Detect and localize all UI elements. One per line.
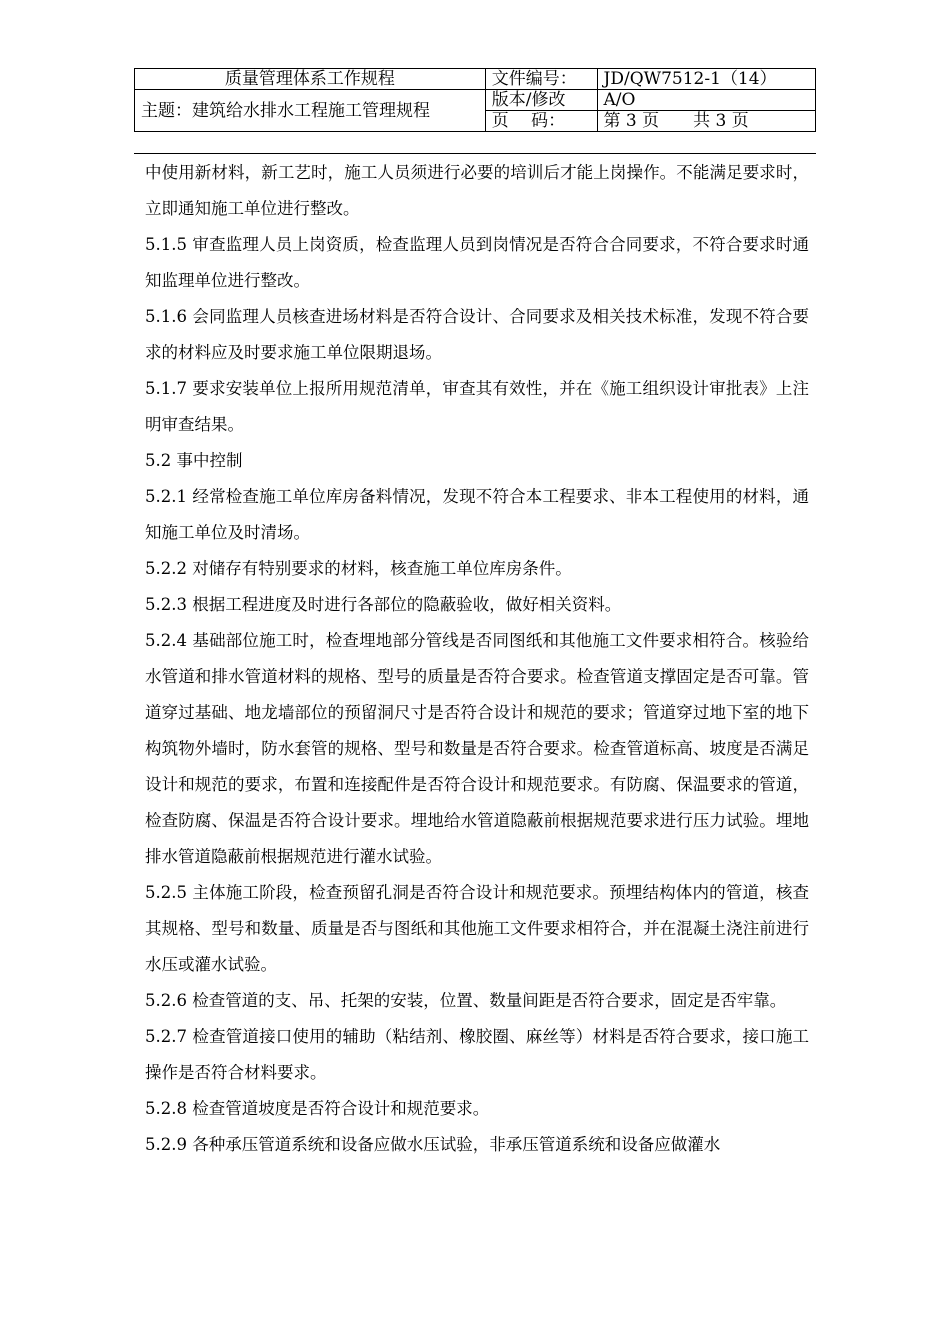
file-number-label: 文件编号：: [485, 69, 597, 90]
paragraph: 5.2.8 检查管道坡度是否符合设计和规范要求。: [145, 1099, 490, 1118]
page-value: 第 3 页 共 3 页: [597, 111, 815, 132]
paragraph: 5.2.5 主体施工阶段，检查预留孔洞是否符合设计和规范要求。预埋结构体内的管道，核查其规格、型号和数量、质量是否与图纸和其他施工文件要求相符合，并在混凝土浇注前进行水压或灌水试验。: [145, 883, 809, 974]
document-body: [145, 155, 809, 1163]
paragraph: 5.1.5 审查监理人员上岗资质，检查监理人员到岗情况是否符合合同要求，不符合要求时通知监理单位进行整改。: [145, 235, 809, 290]
paragraph: 5.2.7 检查管道接口使用的辅助（粘结剂、橡胶圈、麻丝等）材料是否符合要求，接口施工操作是否符合材料要求。: [145, 1027, 809, 1082]
page-label: 页 码：: [485, 111, 597, 132]
paragraph: 中使用新材料，新工艺时，施工人员须进行必要的培训后才能上岗操作。不能满足要求时，立即通知施工单位进行整改。: [145, 163, 809, 218]
paragraph: 5.2.3 根据工程进度及时进行各部位的隐蔽验收，做好相关资料。: [145, 595, 622, 614]
paragraph: 5.2.2 对储存有特别要求的材料，核查施工单位库房条件。: [145, 559, 572, 578]
header-divider-line: [134, 153, 816, 154]
document-subject: 主题：建筑给水排水工程施工管理规程: [135, 90, 486, 132]
document-title: 质量管理体系工作规程: [135, 69, 486, 90]
paragraph: 5.2.4 基础部位施工时，检查埋地部分管线是否同图纸和其他施工文件要求相符合。核验给水管道和排水管道材料的规格、型号的质量是否符合要求。检查管道支撑固定是否可靠。管道穿过基础、地龙墙部位的预留洞尺寸是否符合设计和规范的要求；管道穿过地下室的地下构筑物外墙时，防水套管的规格、型号和数量是否符合要求。检查管道标高、坡度是否满足设计和规范的要求，布置和连接配件是否符合设计和规范要求。有防腐、保温要求的管道，检查防腐、保温是否符合设计要求。埋地给水管道隐蔽前根据规范要求进行压力试验。埋地排水管道隐蔽前根据规范进行灌水试验。: [145, 631, 809, 866]
paragraph: 5.1.7 要求安装单位上报所用规范清单，审查其有效性，并在《施工组织设计审批表》上注明审查结果。: [145, 379, 809, 434]
header-row-2: [135, 90, 816, 111]
section-heading: 5.2 事中控制: [145, 451, 243, 470]
file-number-value: JD/QW7512-1（14）: [597, 69, 815, 90]
document-header-table: [134, 68, 816, 132]
header-row-1: [135, 69, 816, 90]
paragraph: 5.2.1 经常检查施工单位库房备料情况，发现不符合本工程要求、非本工程使用的材料，通知施工单位及时清场。: [145, 487, 809, 542]
paragraph: 5.2.6 检查管道的支、吊、托架的安装，位置、数量间距是否符合要求，固定是否牢靠。: [145, 991, 787, 1010]
paragraph: 5.2.9 各种承压管道系统和设备应做水压试验，非承压管道系统和设备应做灌水: [145, 1135, 721, 1154]
version-value: A/O: [597, 90, 815, 111]
paragraph: 5.1.6 会同监理人员核查进场材料是否符合设计、合同要求及相关技术标准，发现不符合要求的材料应及时要求施工单位限期退场。: [145, 307, 809, 362]
version-label: 版本/修改: [485, 90, 597, 111]
